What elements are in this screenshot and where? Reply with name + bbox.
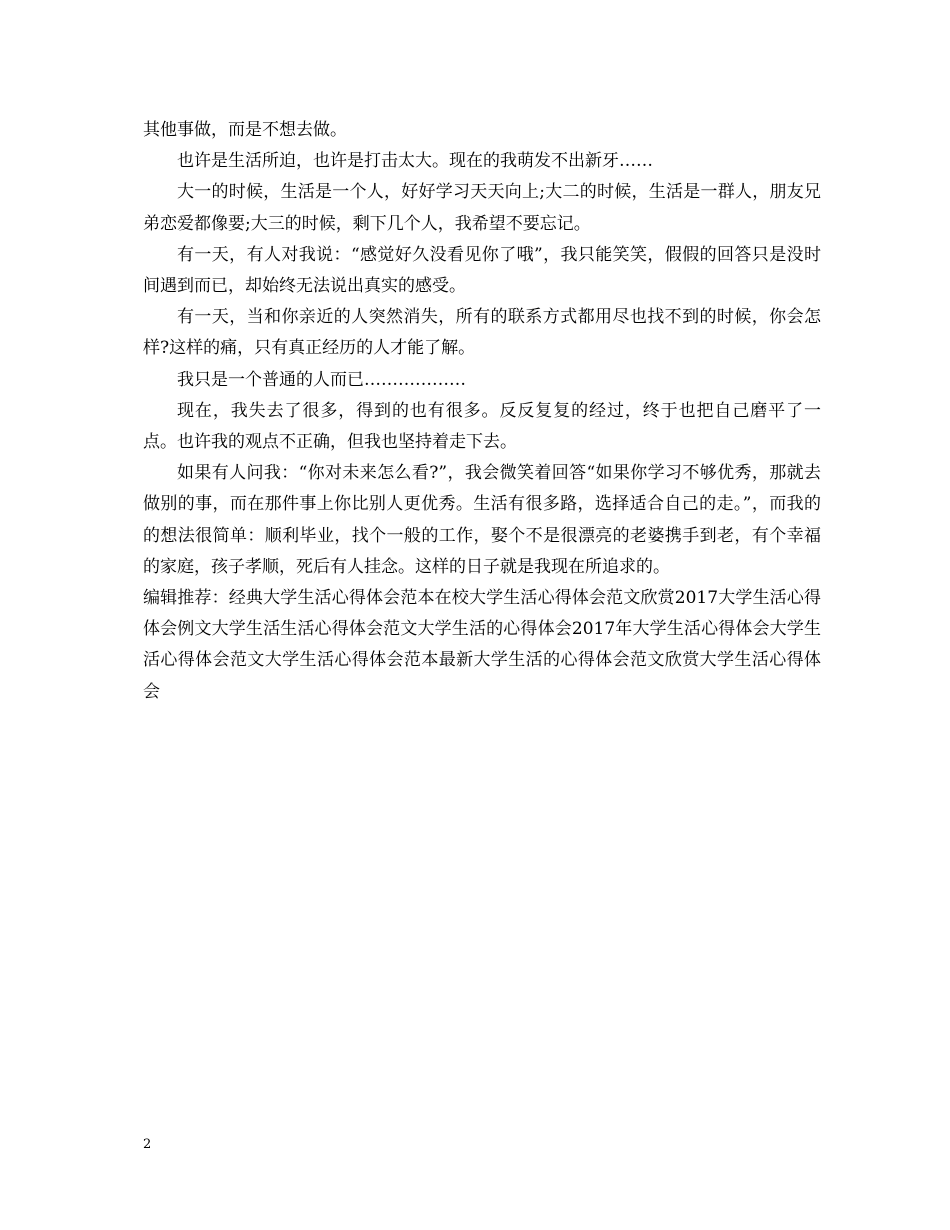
- paragraph-2: 也许是生活所迫，也许是打击太大。现在的我萌发不出新牙……: [177, 151, 653, 172]
- paragraph-1: 其他事做，而是不想去做。: [143, 120, 347, 140]
- document-body: [143, 115, 821, 708]
- paragraph-5: 有一天，当和你亲近的人突然消失，所有的联系方式都用尽也找不到的时候，你会怎样?这样的痛，只有真正经历的人才能了解。: [143, 307, 821, 359]
- page-number: 2: [143, 1137, 152, 1152]
- paragraph-7: 现在，我失去了很多，得到的也有很多。反反复复的经过，终于也把自己磨平了一点。也许我的观点不正确，但我也坚持着走下去。: [143, 400, 821, 453]
- paragraph-8: 如果有人问我：“你对未来怎么看?”，我会微笑着回答“如果你学习不够优秀，那就去做别的事，而在那件事上你比别人更优秀。生活有很多路，选择适合自己的走。”，而我的的想法很简单：顺利毕业，找个一般的工作，娶个不是很漂亮的老婆携手到老，有个幸福的家庭，孩子孝顺，死后有人挂念。这样的日子就是我现在所追求的。: [143, 463, 821, 577]
- paragraph-6: 我只是一个普通的人而已………………: [177, 369, 466, 390]
- paragraph-4: 有一天，有人对我说：“感觉好久没看见你了哦”，我只能笑笑，假假的回答只是没时间遇到而已，却始终无法说出真实的感受。: [143, 244, 821, 297]
- editor-recommendation: 编辑推荐：经典大学生活心得体会范本在校大学生活心得体会范文欣赏2017大学生活心得体会例文大学生活生活心得体会范文大学生活的心得体会2017年大学生活心得体会大学生活心得体会范文大学生活心得体会范本最新大学生活的心得体会范文欣赏大学生活心得体会: [143, 588, 821, 702]
- paragraph-3: 大一的时候，生活是一个人，好好学习天天向上;大二的时候，生活是一群人，朋友兄弟恋爱都像要;大三的时候，剩下几个人，我希望不要忘记。: [143, 182, 821, 234]
